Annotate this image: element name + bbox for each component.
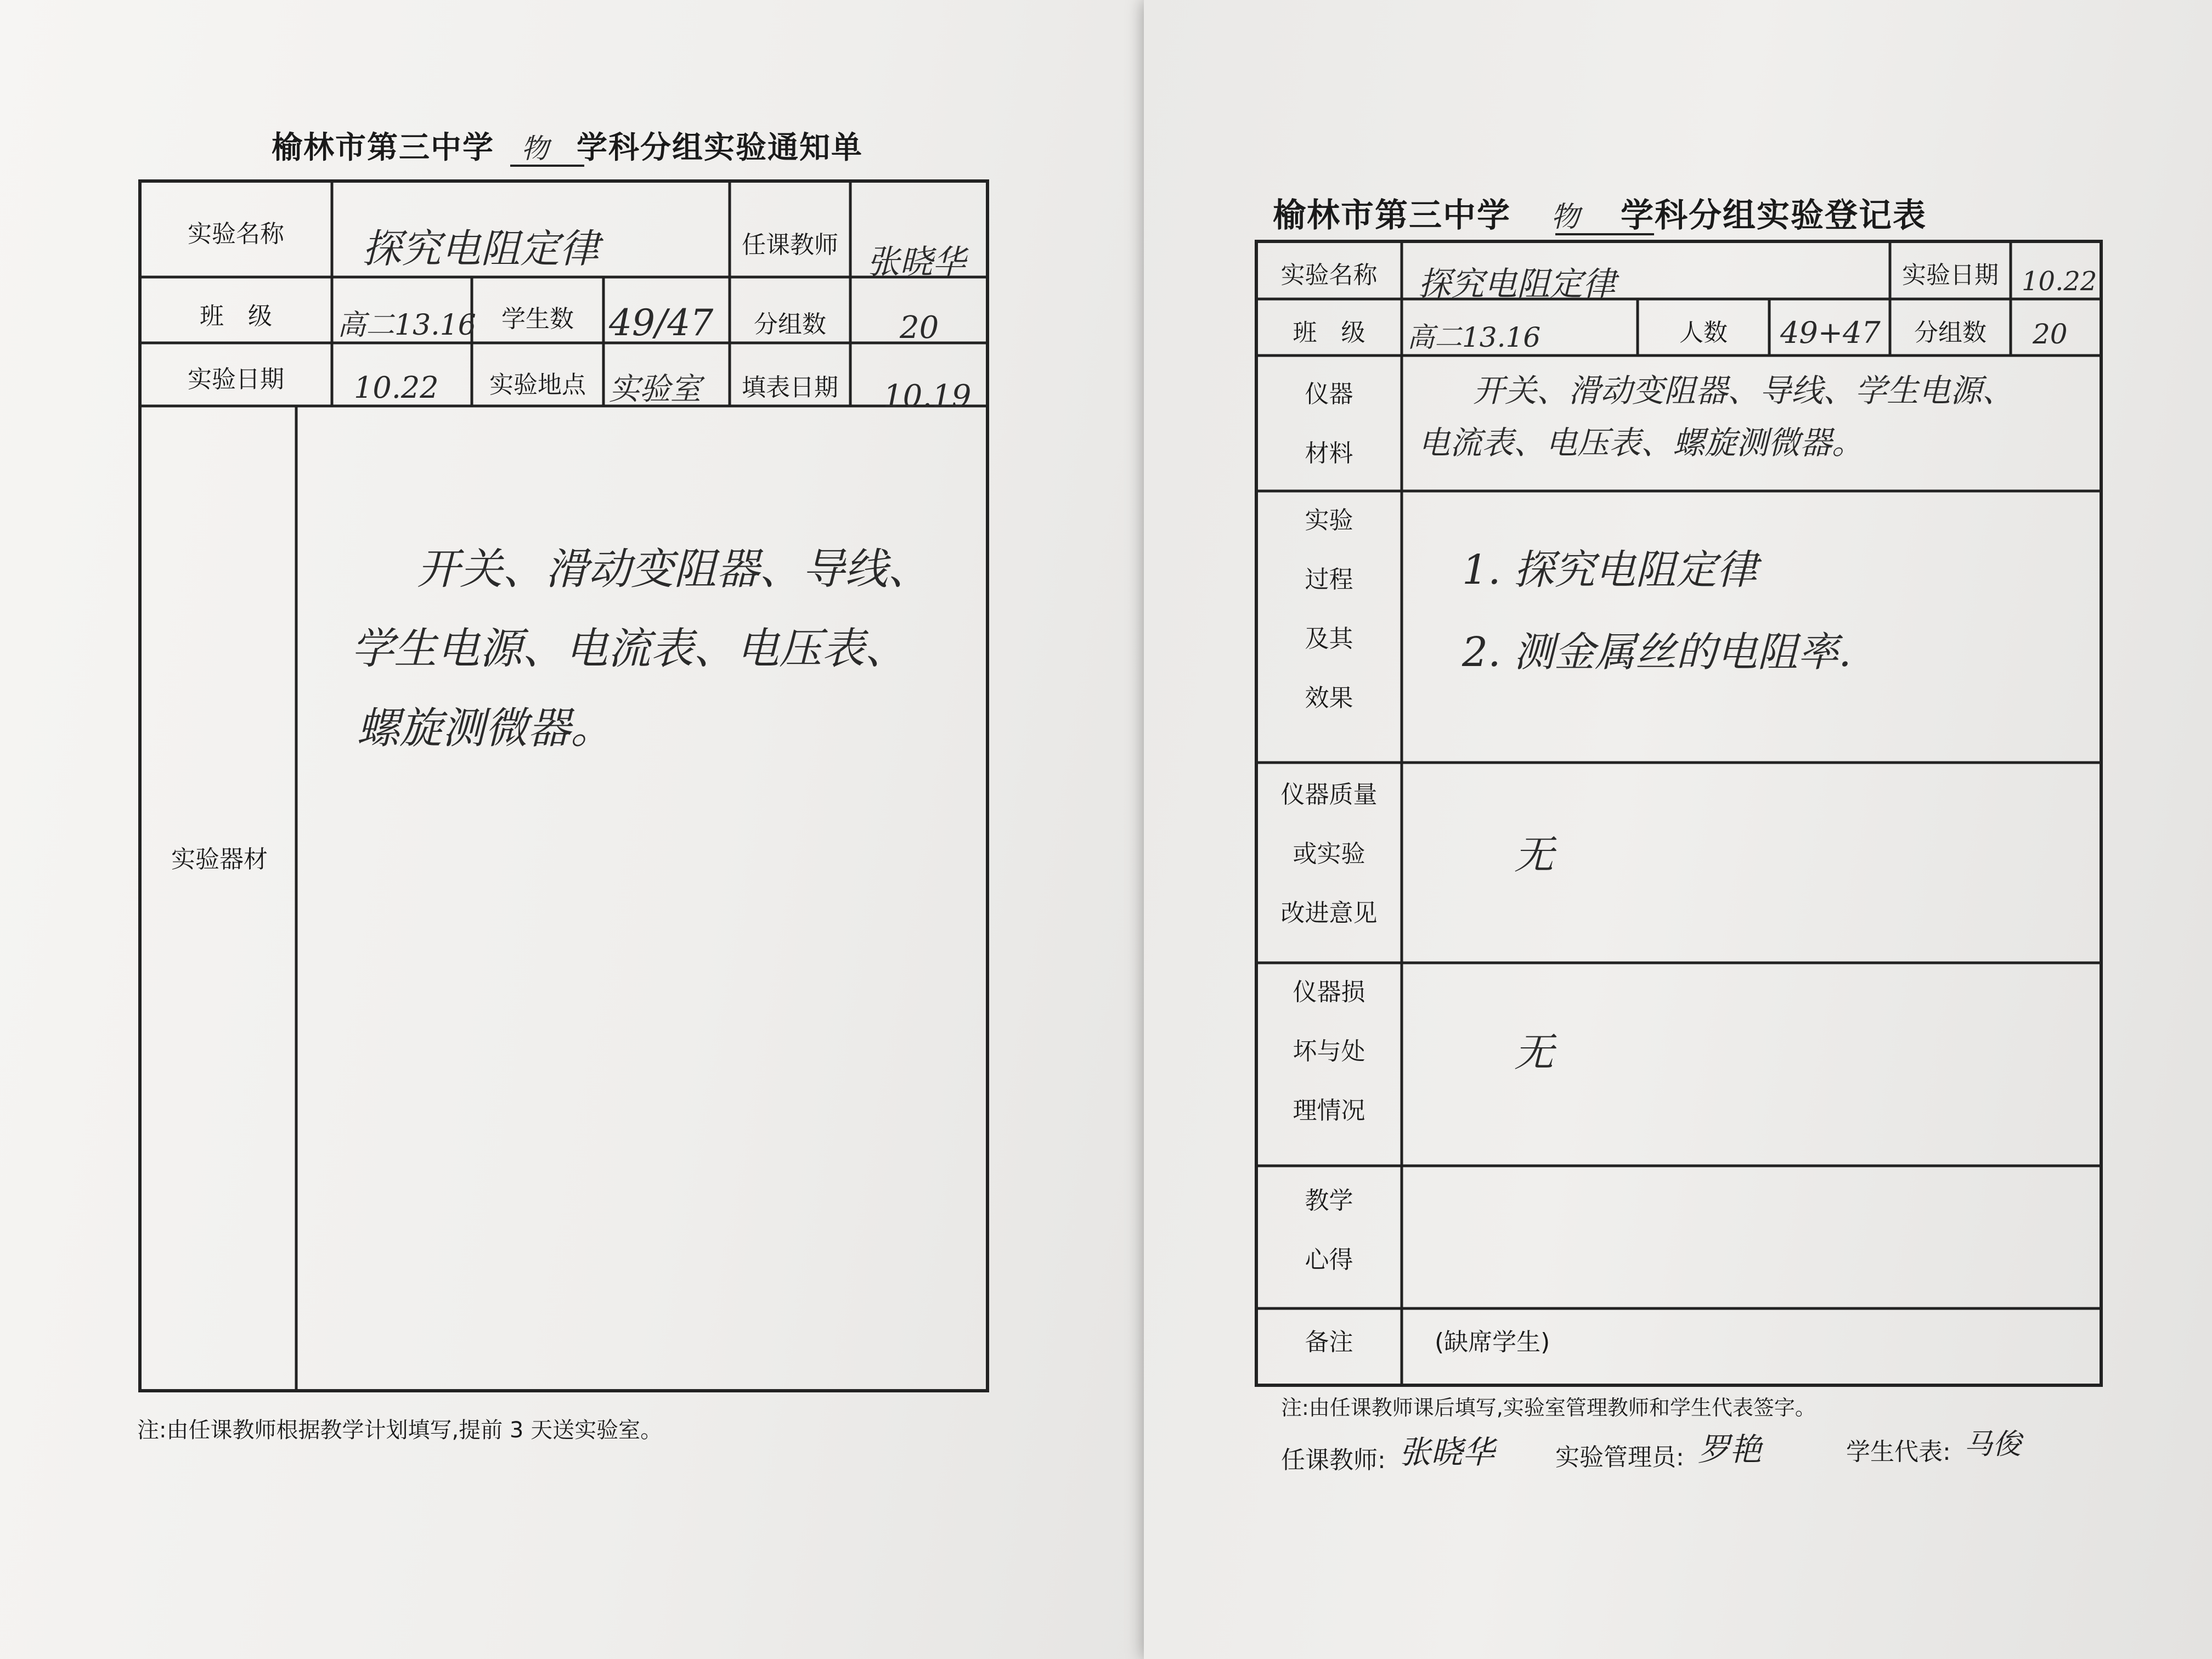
notice-label-students: 学生数 [501,305,574,333]
register-label-quality-line-3: 改进意见 [1280,899,1378,927]
register-instruments-line-1: 开关、滑动变阻器、导线、学生电源、 [1473,372,2015,409]
notice-title-subject: 物 [521,133,550,165]
register-value-groups: 20 [2033,318,2068,350]
register-label-exp-name: 实验名称 [1280,261,1378,289]
register-sign-teacher-label: 任课教师: [1281,1446,1386,1474]
register-label-teaching-line-2: 心得 [1305,1246,1353,1274]
register-title-suffix: 学科分组实验登记表 [1621,196,1927,235]
register-label-exp-date: 实验日期 [1902,261,1999,289]
register-label-teaching [1262,1171,1396,1290]
register-sign-teacher-signature: 张晓华 [1399,1434,1495,1471]
notice-value-location: 实验室 [609,371,701,407]
notice-value-exp-name: 探究电阻定律 [362,225,600,272]
register-label-quality-line-2: 或实验 [1293,840,1365,868]
register-label-damage-line-1: 仪器损 [1293,978,1365,1006]
register-label-quality-line-1: 仪器质量 [1280,781,1378,809]
notice-footnote: 注:由任课教师根据教学计划填写,提前 3 天送实验室。 [137,1418,663,1443]
register-value-remarks: (缺席学生) [1435,1328,1550,1356]
register-value-quality: 无 [1514,832,1554,878]
register-label-process-line-2: 过程 [1305,566,1353,594]
register-value-count: 49+47 [1780,315,1881,350]
register-footnote: 注:由任课教师课后填写,实验室管理教师和学生代表签字。 [1281,1396,1816,1420]
register-label-process-line-1: 实验 [1305,506,1353,534]
register-value-damage: 无 [1514,1029,1554,1075]
register-sign-admin-label: 实验管理员: [1555,1443,1684,1471]
register-label-class: 班 级 [1293,319,1365,347]
notice-value-fill-date: 10.19 [883,379,972,414]
register-process-line-2: 2. 测金属丝的电阻率. [1462,629,1852,676]
register-label-quality [1262,765,1396,943]
register-process-line-1: 1. 探究电阻定律 [1462,546,1758,594]
register-label-damage-line-2: 坏与处 [1293,1037,1365,1065]
notice-label-location: 实验地点 [489,371,586,399]
notice-value-class: 高二13.16 [337,309,476,342]
register-label-damage [1262,963,1396,1141]
register-title-prefix: 榆林市第三中学 [1273,196,1511,235]
notice-value-groups: 20 [900,310,939,346]
register-label-teaching-line-1: 教学 [1305,1187,1353,1215]
register-sign-student-label: 学生代表: [1846,1438,1951,1466]
notice-value-teacher: 张晓华 [867,243,966,281]
register-value-exp-date: 10.22 [2022,266,2097,297]
register-sign-admin-signature: 罗艳 [1698,1431,1762,1468]
register-label-process-line-3: 及其 [1305,625,1353,653]
notice-label-exp-name: 实验名称 [188,220,284,248]
register-label-process-line-4: 效果 [1305,684,1353,712]
notice-label-equipment: 实验器材 [171,845,268,873]
notice-label-groups: 分组数 [754,311,826,338]
notice-value-exp-date: 10.22 [354,370,439,405]
register-title-subject: 物 [1550,201,1581,234]
notice-equipment-line-3: 螺旋测微器。 [357,704,614,753]
notice-value-students: 49/47 [609,302,714,344]
register-label-count: 人数 [1679,319,1728,347]
notice-title-suffix: 学科分组实验通知单 [577,130,863,166]
notice-label-teacher: 任课教师 [742,231,838,259]
register-value-class: 高二13.16 [1407,321,1541,353]
register-label-groups: 分组数 [1914,319,1987,347]
register-label-instruments [1262,365,1396,483]
register-label-instruments-line-1: 仪器 [1305,380,1353,408]
notice-equipment-line-2: 学生电源、电流表、电压表、 [351,624,908,674]
notice-label-exp-date: 实验日期 [188,365,284,393]
notice-label-class: 班 级 [200,302,272,330]
notice-title-prefix: 榆林市第三中学 [272,130,494,166]
register-instruments-line-2: 电流表、电压表、螺旋测微器。 [1418,424,1864,461]
register-label-remarks: 备注 [1305,1328,1353,1356]
register-label-instruments-line-2: 材料 [1305,439,1353,467]
register-sheet [1144,0,2212,1659]
register-sign-student-signature: 马俊 [1964,1428,2022,1461]
register-label-process [1262,491,1396,728]
notice-label-fill-date: 填表日期 [742,374,838,402]
notice-equipment-line-1: 开关、滑动变阻器、导线、 [417,545,931,594]
register-label-damage-line-3: 理情况 [1293,1097,1365,1125]
register-value-exp-name: 探究电阻定律 [1418,265,1616,303]
